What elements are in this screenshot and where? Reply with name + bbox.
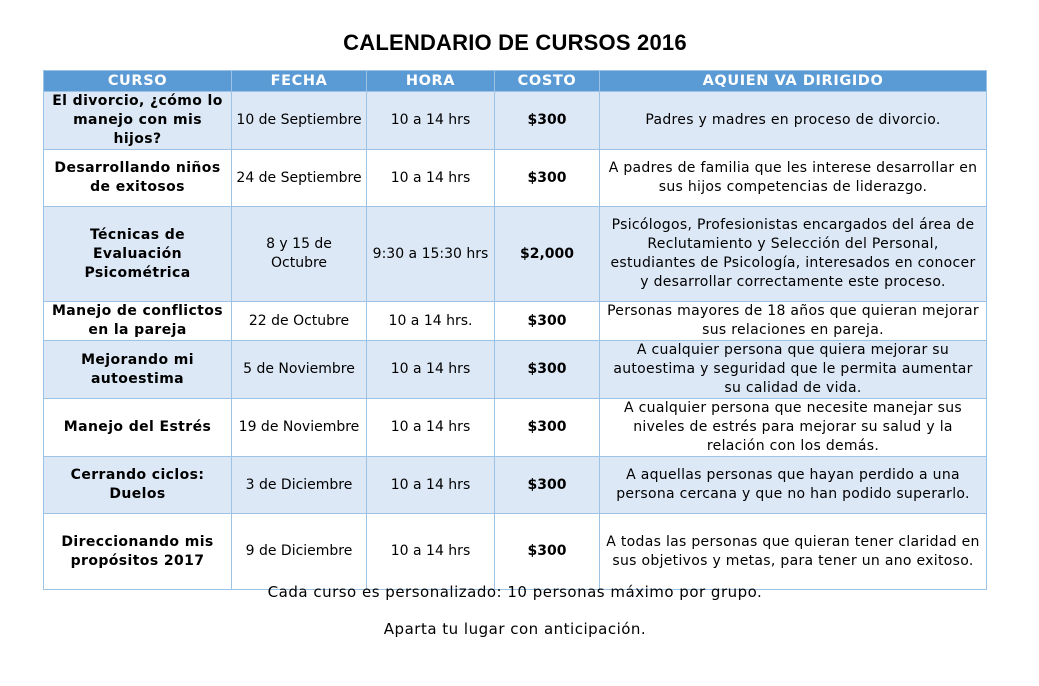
cell-fecha: 19 de Noviembre (232, 399, 367, 457)
cell-hora: 10 a 14 hrs (367, 399, 495, 457)
group-size-note: Cada curso es personalizado: 10 personas máximo por grupo. (267, 583, 763, 601)
cell-hora: 9:30 a 15:30 hrs (367, 207, 495, 302)
cell-dirigido: A aquellas personas que hayan perdido a una persona cercana y que no han podido superarlo. (600, 457, 987, 514)
table-row (44, 457, 987, 514)
reserve-note: Aparta tu lugar con anticipación. (383, 620, 647, 638)
cell-curso: Manejo del Estrés (44, 399, 232, 457)
page-title: CALENDARIO DE CURSOS 2016 (343, 30, 687, 55)
header-curso: CURSO (44, 71, 232, 92)
cell-costo: $300 (495, 457, 600, 514)
header-hora: HORA (367, 71, 495, 92)
cell-curso: Direccionando mis propósitos 2017 (44, 514, 232, 590)
courses-table (43, 70, 987, 590)
table-header-row (44, 71, 987, 92)
cell-dirigido: A padres de familia que les interese desarrollar en sus hijos competencias de liderazgo. (600, 150, 987, 207)
cell-fecha: 24 de Septiembre (232, 150, 367, 207)
cell-fecha: 10 de Septiembre (232, 92, 367, 150)
cell-dirigido: Personas mayores de 18 años que quieran mejorar sus relaciones en pareja. (600, 302, 987, 341)
cell-curso: El divorcio, ¿cómo lo manejo con mis hijos? (44, 92, 232, 150)
table-row (44, 150, 987, 207)
cell-curso: Mejorando mi autoestima (44, 341, 232, 399)
cell-hora: 10 a 14 hrs. (367, 302, 495, 341)
cell-hora: 10 a 14 hrs (367, 341, 495, 399)
cell-costo: $300 (495, 92, 600, 150)
header-fecha: FECHA (232, 71, 367, 92)
cell-fecha: 5 de Noviembre (232, 341, 367, 399)
cell-hora: 10 a 14 hrs (367, 150, 495, 207)
table-row (44, 514, 987, 590)
cell-costo: $2,000 (495, 207, 600, 302)
cell-costo: $300 (495, 341, 600, 399)
cell-dirigido: Psicólogos, Profesionistas encargados del área de Reclutamiento y Selección del Personal, estudiantes de Psicología, interesados en conocer y desarrollar correctamente este proceso. (600, 207, 987, 302)
cell-dirigido: A cualquier persona que necesite manejar sus niveles de estrés para mejorar su salud y la relación con los demás. (600, 399, 987, 457)
header-costo: COSTO (495, 71, 600, 92)
cell-hora: 10 a 14 hrs (367, 92, 495, 150)
cell-curso: Manejo de conflictos en la pareja (44, 302, 232, 341)
cell-fecha: 3 de Diciembre (232, 457, 367, 514)
cell-dirigido: A todas las personas que quieran tener claridad en sus objetivos y metas, para tener un ano exitoso. (600, 514, 987, 590)
cell-dirigido: A cualquier persona que quiera mejorar su autoestima y seguridad que le permita aumentar su calidad de vida. (600, 341, 987, 399)
table-row (44, 341, 987, 399)
table-row (44, 399, 987, 457)
cell-hora: 10 a 14 hrs (367, 457, 495, 514)
cell-costo: $300 (495, 302, 600, 341)
cell-costo: $300 (495, 514, 600, 590)
cell-curso: Técnicas de Evaluación Psicométrica (44, 207, 232, 302)
cell-fecha: 8 y 15 de Octubre (232, 207, 367, 302)
cell-costo: $300 (495, 399, 600, 457)
cell-hora: 10 a 14 hrs (367, 514, 495, 590)
cell-curso: Desarrollando niños de exitosos (44, 150, 232, 207)
table-row (44, 207, 987, 302)
cell-fecha: 22 de Octubre (232, 302, 367, 341)
table-row (44, 92, 987, 150)
table-row (44, 302, 987, 341)
cell-curso: Cerrando ciclos: Duelos (44, 457, 232, 514)
cell-dirigido: Padres y madres en proceso de divorcio. (600, 92, 987, 150)
header-dirigido: AQUIEN VA DIRIGIDO (600, 71, 987, 92)
cell-fecha: 9 de Diciembre (232, 514, 367, 590)
cell-costo: $300 (495, 150, 600, 207)
